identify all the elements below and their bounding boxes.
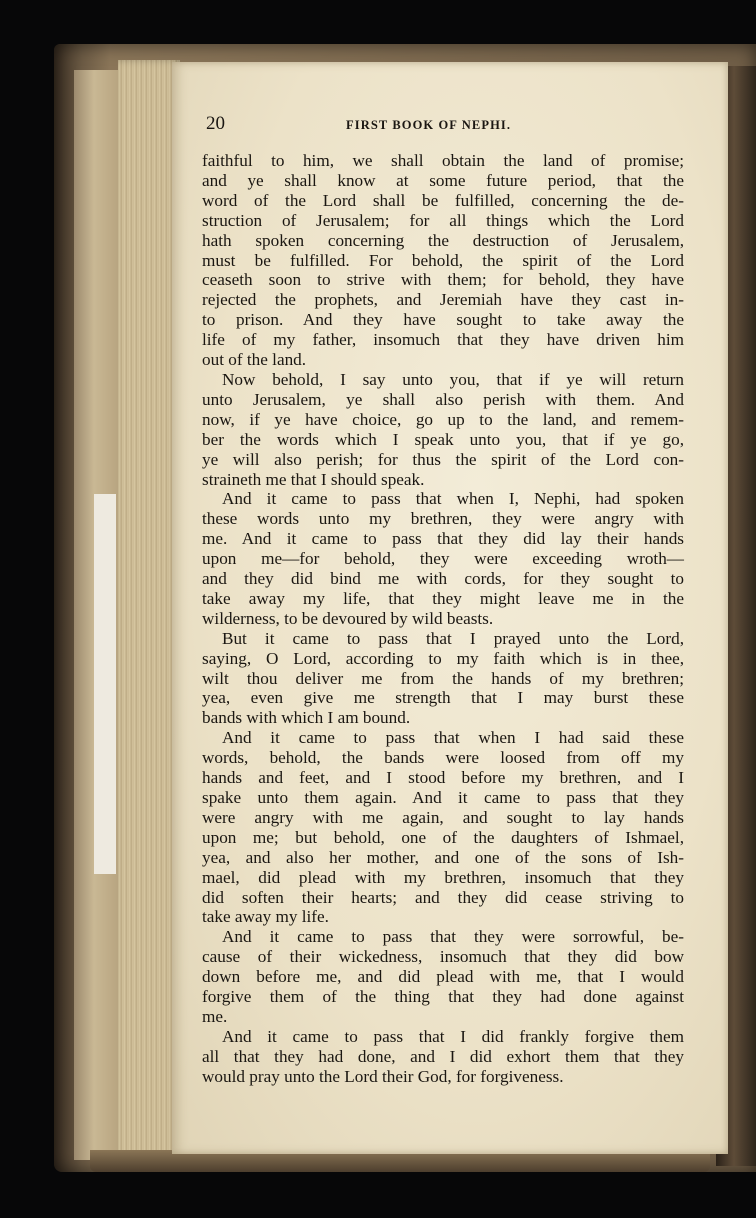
text-line: word of the Lord shall be fulfilled, concerning the de- [202,190,684,210]
text-line: faithful to him, we shall obtain the land of promise; [202,151,684,170]
text-line: cause of their wickedness, insomuch that they did bow [202,947,684,967]
text-line: upon me; but behold, one of the daughters of Ishmael, [202,827,684,847]
text-line: out of the land. [202,350,307,370]
paragraph [202,629,684,729]
text-line: And it came to pass that when I had said these [222,728,684,748]
text-line: and they did bind me with cords, for they sought to [202,569,684,589]
text-line: forgive them of the thing that they had done against [202,987,684,1007]
text-line: words, behold, the bands were loosed from off my [202,748,684,768]
text-line: unto Jerusalem, ye shall also perish with them. And [202,389,684,409]
text-line: ber the words which I speak unto you, that if ye go, [202,429,684,449]
running-title: FIRST BOOK OF NEPHI. [346,118,512,132]
text-line: were angry with me again, and sought to lay hands [202,807,684,827]
paragraph [202,1027,684,1087]
text-line: saying, O Lord, according to my faith which is in thee, [202,648,684,668]
text-line: But it came to pass that I prayed unto the Lord, [222,628,684,648]
running-head [206,112,686,138]
page-stack-edge [118,60,180,1160]
text-line: rejected the prophets, and Jeremiah have they cast in- [202,290,684,310]
text-line: all that they had done, and I did exhort them that they [202,1046,684,1066]
text-line: me. And it came to pass that they did lay their hands [202,529,684,549]
text-line: now, if ye have choice, go up to the land, and remem- [202,409,684,429]
paragraph [202,489,684,628]
text-line: did soften their hearts; and they did cease striving to [202,887,684,907]
text-line: hands and feet, and I stood before my brethren, and I [202,768,684,788]
paragraph [202,370,684,489]
text-line: spake unto them again. And it came to pass that they [202,788,684,807]
text-line: these words unto my brethren, they were angry with [202,509,684,529]
page-number: 20 [206,113,225,134]
text-line: ceaseth soon to strive with them; for behold, they have [202,270,684,290]
text-line: ye will also perish; for thus the spirit of the Lord con- [202,449,684,469]
text-line: mael, did plead with my brethren, insomuch that they [202,867,684,887]
text-line: And it came to pass that I did frankly forgive them [222,1026,684,1046]
paragraph [202,151,684,370]
text-line: bands with which I am bound. [202,708,411,728]
text-line: upon me—for behold, they were exceeding wroth— [202,549,684,569]
text-line: straineth me that I should speak. [202,469,425,489]
text-line: Now behold, I say unto you, that if ye will return [222,369,684,389]
text-line: wilderness, to be devoured by wild beasts. [202,608,494,628]
text-line: take away my life, that they might leave me in the [202,588,684,608]
text-line: take away my life. [202,907,329,927]
bookmark-strip [94,494,116,874]
text-line: and ye shall know at some future period, that the [202,170,684,190]
paragraph [202,728,684,927]
text-line: And it came to pass that they were sorrowful, be- [222,927,684,947]
text-line: wilt thou deliver me from the hands of my brethren; [202,668,684,688]
text-line: yea, even give me strength that I may burst these [202,688,684,708]
body-text [202,151,684,1087]
text-line: life of my father, insomuch that they have driven him [202,330,684,350]
text-line: me. [202,1006,228,1026]
text-line: hath spoken concerning the destruction of Jerusalem, [202,230,684,250]
text-line: down before me, and did plead with me, that I would [202,967,684,987]
text-line: yea, and also her mother, and one of the sons of Ish- [202,847,684,867]
text-line: And it came to pass that when I, Nephi, had spoken [222,489,684,509]
paragraph [202,927,684,1027]
text-line: would pray unto the Lord their God, for forgiveness. [202,1066,564,1086]
text-line: to prison. And they have sought to take away the [202,310,684,330]
text-line: struction of Jerusalem; for all things which the Lord [202,210,684,230]
text-line: must be fulfilled. For behold, the spirit of the Lord [202,250,684,270]
